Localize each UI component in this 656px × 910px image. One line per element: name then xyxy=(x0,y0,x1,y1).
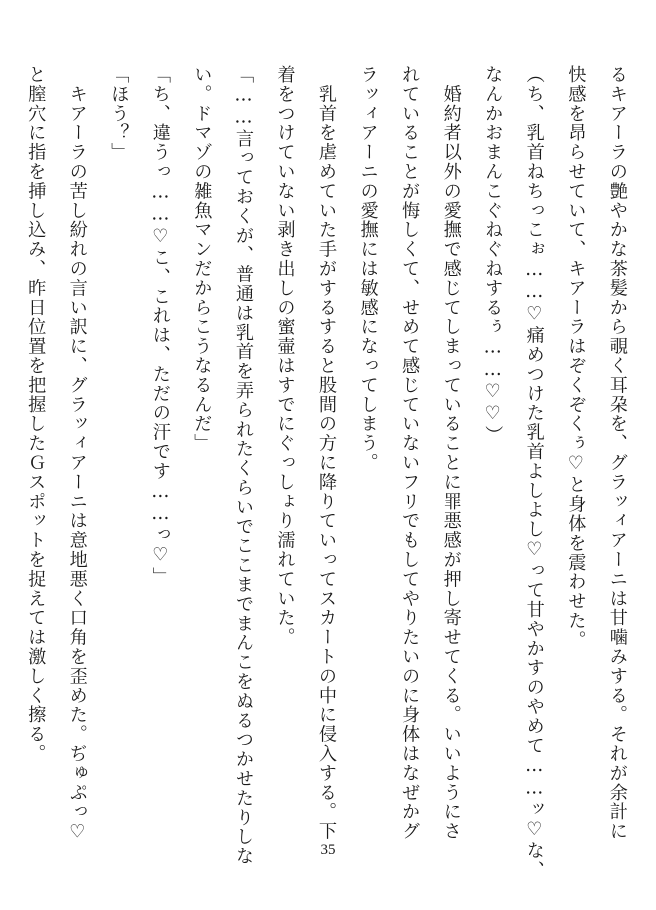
text-line: 快感を昂らせていて、キアーラはぞくぞくぅ♡と身体を震わせた。 xyxy=(565,65,587,650)
text-line: 婚約者以外の愛撫で感じてしまっていることに罪悪感が押し寄せてくる。いいようにさ xyxy=(440,65,462,841)
text-line: 「ほう？」 xyxy=(108,65,130,162)
text-line: るキアーラの艶やかな茶髪から覗く耳朶を、グラッィアーニは甘噛みする。それが余計に xyxy=(606,65,628,841)
text-line: 乳首を虐めていた手がするすると股間の方に降りていってスカートの中に侵入する。下 xyxy=(316,65,338,841)
text-line: キアーラの苦し紛れの言い訳に、グラッィアーニは意地悪く口角を歪めた。ぢゅぷっ♡ xyxy=(66,65,88,844)
text-line: い。ドマゾの雑魚マンだからこうなるんだ」 xyxy=(191,65,213,453)
text-line: と膣穴に指を挿し込み、昨日位置を把握したＧスポットを捉えては激しく擦る。 xyxy=(25,65,47,764)
text-line: ラッィアーニの愛撫には敏感になってしまう。 xyxy=(357,65,379,473)
text-line: 「ち、違うっ……♡こ、これは、ただの汗です……っ♡」 xyxy=(149,65,171,587)
text-line: 着をつけていない剥き出しの蜜壷はすでにぐっしょり濡れていた。 xyxy=(274,65,296,647)
text-line: れていることが悔しくて、せめて感じていないフリでもしてやりたいのに身体はなぜかグ xyxy=(399,65,421,841)
page-number: 35 xyxy=(320,842,336,858)
text-line: （ち、乳首ねちっこぉ……♡痛めつけた乳首よしよし♡って甘やかすのやめて……ッ♡な、 xyxy=(523,65,545,880)
text-line: なんかおまんこぐねぐねするぅ……♡♡） xyxy=(482,65,504,445)
text-line: 「……言っておくが、普通は乳首を弄られたくらいでここまでまんこをぬるつかせたりしな xyxy=(232,65,254,866)
